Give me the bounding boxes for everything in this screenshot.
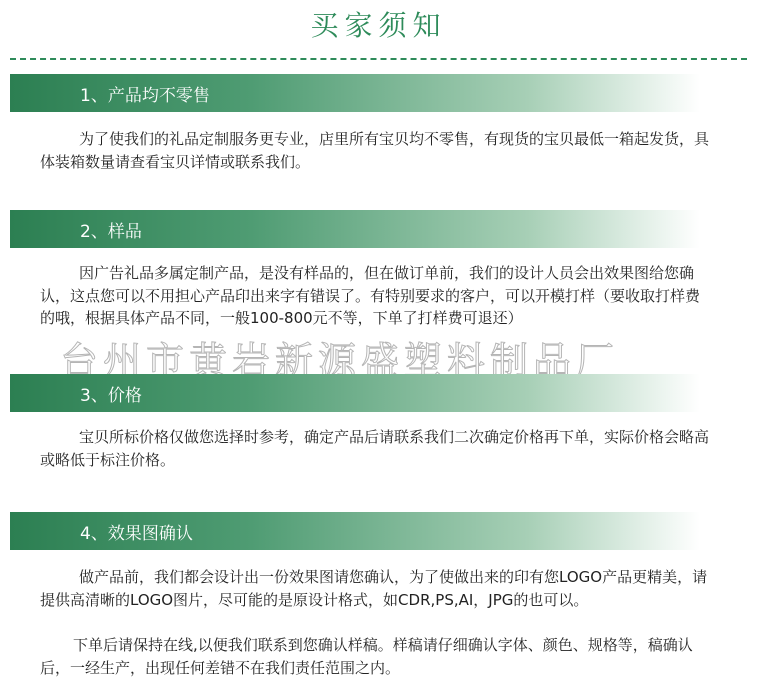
section-header-retail [10,74,700,112]
section-header-price [10,374,700,412]
section-heading: 1、产品均不零售 [80,86,210,106]
section-heading: 3、价格 [80,386,142,406]
section-paragraph: 为了使我们的礼品定制服务更专业，店里所有宝贝均不零售，有现货的宝贝最低一箱起发货，具体装箱数量请查看宝贝详情或联系我们。 [40,130,710,171]
section-heading: 4、效果图确认 [80,524,193,544]
title-divider [10,58,747,60]
section-heading: 2、样品 [80,222,142,242]
section-paragraph: 宝贝所标价格仅做您选择时参考，确定产品后请联系我们二次确定价格再下单，实际价格会略高或略低于标注价格。 [40,428,710,469]
section-paragraph: 做产品前，我们都会设计出一份效果图请您确认，为了使做出来的印有您LOGO产品更精美，请提供高清晰的LOGO图片，尽可能的是原设计格式，如CDR,PS,AI，JPG的也可以。 [40,568,708,609]
page-title: 买家须知 [310,9,447,42]
company-watermark: 台州市黄岩新源盛塑料制品厂 [60,339,620,383]
section-paragraph: 下单后请保持在线,以便我们联系到您确认样稿。样稿请仔细确认字体、颜色、规格等，稿确认后，一经生产，出现任何差错不在我们责任范围之内。 [40,636,693,677]
section-paragraph: 因广告礼品多属定制产品，是没有样品的，但在做订单前，我们的设计人员会出效果图给您确认，这点您可以不用担心产品印出来字有错误了。有特别要求的客户，可以开模打样（要收取打样费的哦，根据具体产品不同，一般100-800元不等，下单了打样费可退还） [40,264,701,327]
section-header-proof-confirmation [10,512,700,550]
section-header-samples [10,210,700,248]
